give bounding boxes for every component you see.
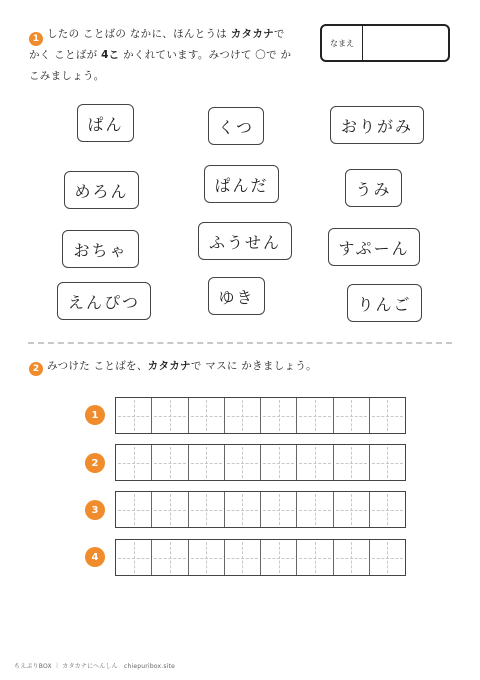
answer-cell[interactable] xyxy=(370,398,405,433)
answer-grid-row-3[interactable] xyxy=(115,491,406,528)
word-card[interactable]: すぷーん xyxy=(328,228,420,266)
answer-cell[interactable] xyxy=(189,540,225,575)
answer-row-number: 1 xyxy=(85,405,105,425)
answer-cell[interactable] xyxy=(189,492,225,527)
section-divider xyxy=(28,342,452,344)
answer-cell[interactable] xyxy=(334,540,370,575)
answer-cell[interactable] xyxy=(334,398,370,433)
answer-cell[interactable] xyxy=(189,398,225,433)
footer-credit: ちえぷりBOX ｜ カタカナにへんしん chiepuribox.site xyxy=(14,663,176,670)
answer-cell[interactable] xyxy=(225,540,261,575)
word-card[interactable]: りんご xyxy=(347,284,422,322)
answer-cell[interactable] xyxy=(297,540,333,575)
answer-grid-row-2[interactable] xyxy=(115,444,406,481)
answer-cell[interactable] xyxy=(261,492,297,527)
instruction-line-1: したの ことばの なかに、ほんとうは カタカナで xyxy=(47,28,285,40)
question-1-instruction xyxy=(47,24,317,45)
answer-cell[interactable] xyxy=(261,540,297,575)
answer-cell[interactable] xyxy=(297,492,333,527)
word-card[interactable]: えんぴつ xyxy=(57,282,151,320)
answer-cell[interactable] xyxy=(261,445,297,480)
question-1-instruction-cont xyxy=(29,45,319,87)
name-box[interactable] xyxy=(320,24,450,62)
answer-cell[interactable] xyxy=(116,492,152,527)
question-2-number: 2 xyxy=(29,362,43,376)
instruction-line-3: こみましょう。 xyxy=(29,70,105,82)
word-card[interactable]: うみ xyxy=(345,169,402,207)
answer-row-number: 2 xyxy=(85,453,105,473)
question-2-instruction: みつけた ことばを、カタカナで マスに かきましょう。 xyxy=(47,360,317,372)
answer-grid-row-4[interactable] xyxy=(115,539,406,576)
answer-grid-row-1[interactable] xyxy=(115,397,406,434)
answer-cell[interactable] xyxy=(370,445,405,480)
answer-cell[interactable] xyxy=(116,445,152,480)
answer-cell[interactable] xyxy=(225,445,261,480)
word-card[interactable]: めろん xyxy=(64,171,139,209)
answer-cell[interactable] xyxy=(370,540,405,575)
word-card[interactable]: おりがみ xyxy=(330,106,424,144)
answer-cell[interactable] xyxy=(297,445,333,480)
question-1-number: 1 xyxy=(29,32,43,46)
answer-cell[interactable] xyxy=(334,492,370,527)
answer-cell[interactable] xyxy=(116,540,152,575)
answer-row-number: 4 xyxy=(85,547,105,567)
name-label: なまえ xyxy=(322,26,363,60)
word-card[interactable]: ぱん xyxy=(77,104,134,142)
answer-cell[interactable] xyxy=(152,492,188,527)
word-card[interactable]: ふうせん xyxy=(198,222,292,260)
answer-cell[interactable] xyxy=(225,398,261,433)
word-card[interactable]: ゆき xyxy=(208,277,265,315)
answer-cell[interactable] xyxy=(261,398,297,433)
answer-cell[interactable] xyxy=(152,398,188,433)
answer-cell[interactable] xyxy=(334,445,370,480)
answer-cell[interactable] xyxy=(189,445,225,480)
answer-cell[interactable] xyxy=(370,492,405,527)
answer-row-number: 3 xyxy=(85,500,105,520)
answer-cell[interactable] xyxy=(152,540,188,575)
word-card[interactable]: おちゃ xyxy=(62,230,139,268)
answer-cell[interactable] xyxy=(116,398,152,433)
word-card[interactable]: ぱんだ xyxy=(204,165,279,203)
answer-cell[interactable] xyxy=(152,445,188,480)
instruction-line-2: かく ことばが 4こ かくれています。みつけて 〇で か xyxy=(29,49,292,61)
word-card[interactable]: くつ xyxy=(208,107,264,145)
answer-cell[interactable] xyxy=(297,398,333,433)
answer-cell[interactable] xyxy=(225,492,261,527)
